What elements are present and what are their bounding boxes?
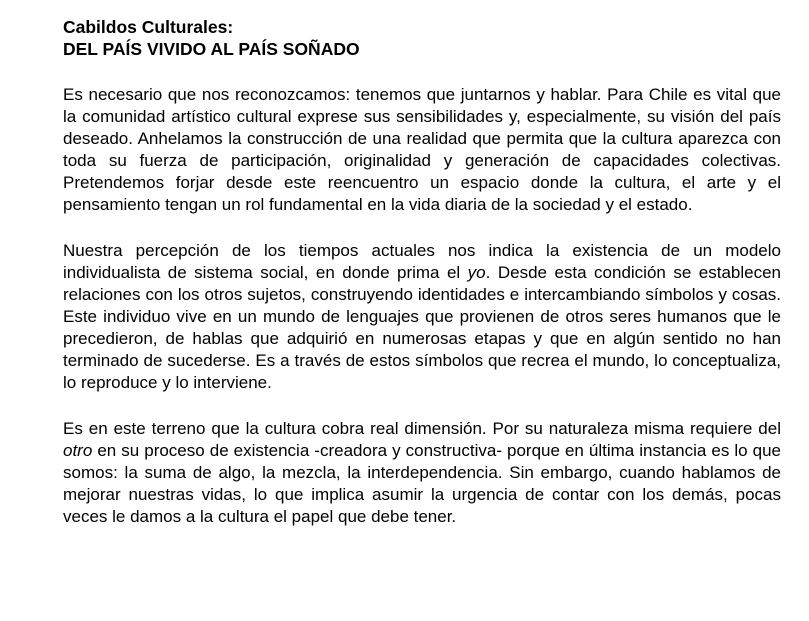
paragraph-3 bbox=[63, 418, 781, 528]
paragraph-2-text-end: . Desde esta condición se establecen relaciones con los otros sujetos, construyendo identidades e intercambiando símbolos y cosas. Este individuo vive en un mundo de lenguajes que provienen de otros seres humanos que le precedieron, de hablas que adquirió en numerosas etapas y que en algún sentido no han terminado de sucederse. Es a través de estos símbolos que recrea el mundo, lo conceptualiza, lo reproduce y lo interviene. bbox=[63, 263, 781, 392]
paragraph-2 bbox=[63, 240, 781, 394]
document-page bbox=[63, 16, 781, 528]
paragraph-3-emphasis: otro bbox=[63, 441, 93, 460]
document-title bbox=[63, 16, 781, 60]
paragraph-3-text-end: en su proceso de existencia -creadora y constructiva- porque en última instancia es lo que somos: la suma de algo, la mezcla, la interdependencia. Sin embargo, cuando hablamos de mejorar nuestras vidas, lo que implica asumir la urgencia de contar con los demás, pocas veces le damos a la cultura el papel que debe tener. bbox=[63, 441, 781, 526]
title-line-2: DEL PAÍS VIVIDO AL PAÍS SOÑADO bbox=[63, 39, 360, 59]
paragraph-2-text-start: Nuestra percepción de los tiempos actuales nos indica la existencia de un modelo individualista de sistema social, en donde prima el bbox=[63, 241, 781, 282]
paragraph-2-emphasis: yo bbox=[467, 263, 486, 282]
paragraph-3-text-start: Es en este terreno que la cultura cobra real dimensión. Por su naturaleza misma requiere del bbox=[63, 419, 781, 438]
paragraph-1 bbox=[63, 84, 781, 216]
paragraph-1-text: Es necesario que nos reconozcamos: tenemos que juntarnos y hablar. Para Chile es vital que la comunidad artístico cultural exprese sus sensibilidades y, especialmente, su visión del país deseado. Anhelamos la construcción de una realidad que permita que la cultura aparezca con toda su fuerza de participación, originalidad y generación de capacidades colectivas. Pretendemos forjar desde este reencuentro un espacio donde la cultura, el arte y el pensamiento tengan un rol fundamental en la vida diaria de la sociedad y el estado. bbox=[63, 85, 781, 214]
title-line-1: Cabildos Culturales: bbox=[63, 17, 234, 37]
